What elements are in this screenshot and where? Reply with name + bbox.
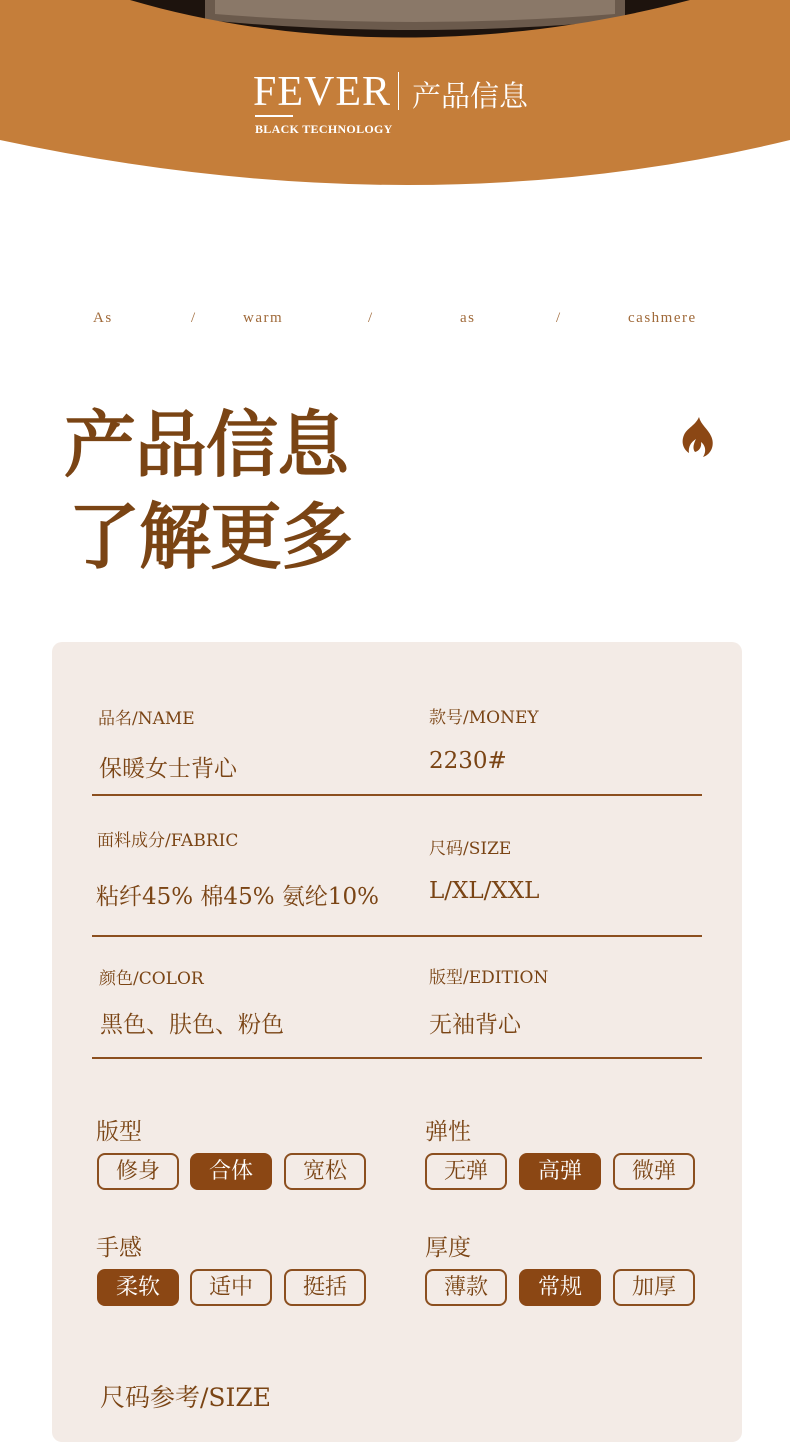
fit-option[interactable]: 宽松: [284, 1153, 366, 1190]
divider: [92, 794, 702, 796]
edition-value: 无袖背心: [429, 1012, 521, 1038]
name-value: 保暖女士背心: [99, 756, 237, 782]
model-label: 款号/MONEY: [429, 708, 539, 728]
feel-title: 手感: [96, 1235, 142, 1261]
divider: [92, 1057, 702, 1059]
tagline-slash: /: [191, 310, 197, 326]
header-divider: [398, 72, 399, 110]
brand-logo: FEVER: [253, 69, 392, 115]
thickness-option[interactable]: 薄款: [425, 1269, 507, 1306]
size-reference-title: 尺码参考/SIZE: [100, 1383, 272, 1412]
tagline: [0, 310, 790, 330]
elasticity-title: 弹性: [425, 1119, 471, 1145]
header-banner: [0, 0, 790, 200]
thickness-title: 厚度: [425, 1235, 471, 1261]
tagline-word: As: [93, 310, 113, 326]
headline-line-1: 产品信息: [64, 402, 349, 487]
elasticity-option[interactable]: 高弹: [519, 1153, 601, 1190]
thickness-option[interactable]: 加厚: [613, 1269, 695, 1306]
thickness-option[interactable]: 常规: [519, 1269, 601, 1306]
divider: [92, 935, 702, 937]
name-label: 品名/NAME: [98, 709, 195, 729]
feel-option[interactable]: 适中: [190, 1269, 272, 1306]
feel-option[interactable]: 挺括: [284, 1269, 366, 1306]
fit-option[interactable]: 合体: [190, 1153, 272, 1190]
feel-option[interactable]: 柔软: [97, 1269, 179, 1306]
fabric-label: 面料成分/FABRIC: [97, 831, 239, 851]
fit-option[interactable]: 修身: [97, 1153, 179, 1190]
fabric-value: 粘纤45% 棉45% 氨纶10%: [96, 884, 379, 910]
header-title: 产品信息: [412, 79, 529, 113]
tagline-slash: /: [368, 310, 374, 326]
brand-underline: [255, 115, 293, 117]
color-label: 颜色/COLOR: [99, 969, 204, 989]
tagline-word: cashmere: [628, 310, 697, 326]
edition-label: 版型/EDITION: [429, 968, 549, 988]
elasticity-option[interactable]: 无弹: [425, 1153, 507, 1190]
brand-subtitle: BLACK TECHNOLOGY: [255, 122, 393, 136]
headline-line-2: 了解更多: [68, 494, 353, 579]
tagline-word: as: [460, 310, 476, 326]
model-value: 2230#: [429, 748, 507, 774]
size-label: 尺码/SIZE: [429, 839, 512, 859]
flame-icon: [680, 416, 716, 458]
tagline-slash: /: [556, 310, 562, 326]
elasticity-option[interactable]: 微弹: [613, 1153, 695, 1190]
color-value: 黑色、肤色、粉色: [100, 1012, 284, 1038]
size-value: L/XL/XXL: [429, 878, 540, 904]
fit-title: 版型: [96, 1119, 142, 1145]
tagline-word: warm: [243, 310, 284, 326]
